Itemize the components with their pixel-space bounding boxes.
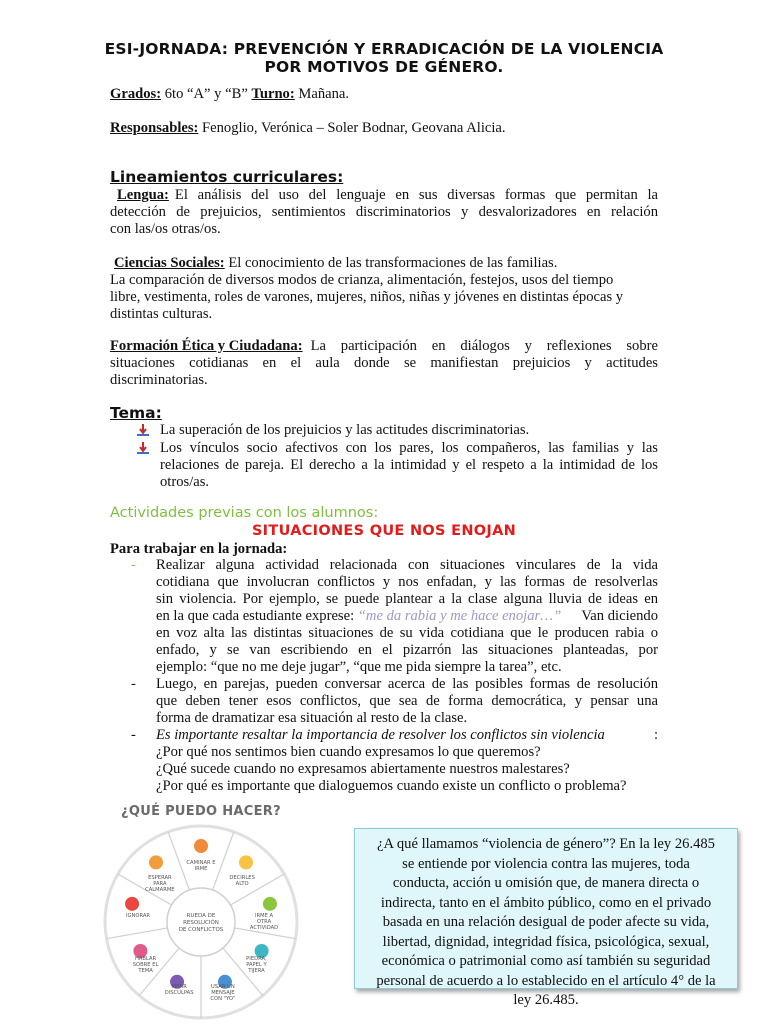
sociales-line-2: La comparación de diversos modos de crianza, alimentación, festejos, usos del tiempo (110, 272, 614, 288)
grados-label: Grados: (110, 86, 162, 102)
p2-line-3: forma de dramatizar esa situación al resto de la clase. (156, 710, 468, 726)
etica-block (110, 338, 658, 389)
p2-line-1: Luego, en parejas, pueden conversar acerca de las posibles formas de resolución (156, 676, 658, 692)
question-2: ¿Qué sucede cuando no expresamos abiertamente nuestros malestares? (156, 761, 570, 777)
wheel-segment-label: ESPERAR PARA CALMARME (145, 874, 175, 893)
infobox-line-2: se entiende por violencia contra las mujeres, toda (402, 855, 690, 872)
dash-bullet: - (131, 727, 136, 743)
title-line-1: ESI-JORNADA: PREVENCIÓN Y ERRADICACIÓN DE LA VIOLENCIA (104, 40, 664, 58)
p3-line-1: Es importante resaltar la importancia de resolver los conflictos sin violencia (156, 727, 605, 743)
dash-bullet: - (131, 676, 136, 692)
wheel-segment-label: USAR UN MENSAJE CON "YO" (210, 984, 236, 1003)
title-line-2: POR MOTIVOS DE GÉNERO. (264, 58, 504, 76)
document-title (100, 40, 668, 76)
grados-row (110, 86, 349, 103)
wheel-segment-illustration (263, 897, 277, 911)
p1-line-1: Realizar alguna actividad relacionada con situaciones vinculares de la vida (156, 557, 658, 573)
wheel-segment-label: PIEDRA, PAPEL Y TIJERA (246, 956, 267, 974)
turno-label: Turno: (251, 86, 295, 102)
wheel-segment-illustration (194, 839, 208, 853)
wheel-segment-label: CAMINAR E IRME (186, 860, 216, 872)
lengua-line-1: El análisis del uso del lenguaje en sus diversas formas que permitan la (174, 187, 658, 203)
lengua-label: Lengua: (117, 187, 169, 203)
p1-line-6: enfado, y se van escribiendo en el pizarrón las situaciones planteadas, por (156, 642, 658, 658)
lineamientos-heading: Lineamientos curriculares: (110, 168, 344, 186)
tema-item-2-line-2: relaciones de pareja. El derecho a la intimidad y el respeto a la intimidad de los (160, 457, 658, 473)
lengua-block (110, 187, 658, 238)
etica-line-3: discriminatorias. (110, 372, 208, 388)
tema-item-2-line-1: Los vínculos socio afectivos con los pares, los compañeros, las familias y las (160, 440, 658, 456)
p2-line-2: que deben tener esos conflictos, que sea de forma democrática, y pensar una (156, 693, 658, 709)
infobox-line-5: basada en una relación desigual de poder afecte su vida, (382, 914, 710, 930)
responsables-label: Responsables: (110, 120, 199, 136)
wheel-segment-label: IRME A OTRA ACTIVIDAD (249, 912, 279, 931)
infobox-line-8: personal de acuerdo a lo establecido en el artículo 4° de la (376, 972, 716, 989)
p1-line-4b: Van diciendo (581, 608, 658, 624)
infobox-line-9: ley 26.485. (513, 992, 579, 1008)
infobox-line-6: libertad, dignidad, integridad física, psicológica, sexual, (382, 933, 710, 950)
responsables-row (110, 120, 506, 137)
turno-value: Mañana. (294, 86, 350, 102)
etica-label: Formación Ética y Ciudadana: (110, 338, 303, 354)
sociales-line-1: El conocimiento de las transformaciones de las familias. (224, 255, 558, 271)
p1-line-5: en voz alta las distintas situaciones de su vida cotidiana que le producen rabia o (156, 625, 658, 641)
sociales-line-3: libre, vestimenta, roles de varones, mujeres, niños, niñas y jóvenes en distintas épocas y (110, 289, 624, 305)
actividades-subtitle: SITUACIONES QUE NOS ENOJAN (251, 523, 517, 539)
sociales-block (110, 255, 658, 323)
wheel-segment-illustration (239, 855, 253, 869)
question-1: ¿Por qué nos sentimos bien cuando expresamos lo que queremos? (156, 744, 541, 760)
dash-bullet: - (131, 557, 136, 573)
etica-line-2: situaciones cotidianas en el aula donde se manifiestan prejuicios y actitudes (110, 355, 658, 371)
paragraph-3 (156, 727, 658, 795)
grados-value: 6to “A” y “B” (161, 86, 252, 102)
actividades-intro: Actividades previas con los alumnos: (110, 505, 379, 521)
responsables-value: Fenoglio, Verónica – Soler Bodnar, Geovana Alicia. (198, 120, 506, 136)
conflict-resolution-wheel (96, 800, 306, 1022)
question-3: ¿Por qué es importante que dialoguemos cuando existe un conflicto o problema? (156, 778, 627, 794)
wheel-segment-label: PEDIR DISCULPAS (164, 984, 194, 997)
violencia-definition-box (354, 828, 738, 1008)
sociales-label: Ciencias Sociales: (114, 255, 225, 271)
arrow-bullet-icon (136, 423, 150, 437)
infobox-line-7: económica o patrimonial como así también su seguridad (381, 953, 711, 969)
wheel-segment-label: DECIRLES ALTO (229, 874, 255, 887)
wheel-graphic (96, 822, 306, 1022)
p1-line-2: cotidiana que involucran conflictos y nos enfadan, y las formas de resolverlas (156, 574, 658, 590)
infobox-line-3: conducta, acción u omisión que, de manera directa o (392, 875, 700, 891)
tema-item-2 (160, 440, 658, 491)
quote-text: “me da rabia y me hace enojar…” (357, 608, 562, 624)
paragraph-1 (156, 557, 658, 676)
wheel-segment-label: HABLAR SOBRE EL TEMA (132, 956, 159, 974)
p3-colon: : (653, 727, 658, 743)
etica-line-1: La participación en diálogos y reflexiones sobre (310, 338, 658, 354)
tema-item-1: La superación de los prejuicios y las actitudes discriminatorias. (160, 422, 530, 438)
lengua-line-2: detección de prejuicios, sentimientos discriminatorios y desvalorizadores en relación (110, 204, 658, 220)
wheel-segment-illustration (149, 855, 163, 869)
infobox-line-4: indirecta, tanto en el ámbito público, como en el privado (380, 894, 712, 911)
infobox-line-1: ¿A qué llamamos “violencia de género”? En la ley 26.485 (377, 836, 715, 852)
para-trabajar: Para trabajar en la jornada: (110, 541, 288, 557)
p1-line-7: ejemplo: “que no me deje jugar”, “que me pida siempre la tarea”, etc. (156, 659, 562, 675)
paragraph-2 (156, 676, 658, 727)
p1-line-4a: en la que cada estudiante exprese: (156, 608, 358, 624)
tema-item-2-line-3: otros/as. (160, 474, 210, 490)
sociales-line-4: distintas culturas. (110, 306, 213, 322)
wheel-title: ¿QUÉ PUEDO HACER? (121, 804, 281, 819)
wheel-segment-label: IGNORAR (125, 912, 151, 919)
wheel-segment-illustration (125, 897, 139, 911)
wheel-center-label: RUEDA DE RESOLUCIÓN DE CONFLICTOS (178, 913, 224, 933)
p1-line-3: sin violencia. Por ejemplo, se puede plantear a la clase alguna lluvia de ideas en (156, 591, 658, 607)
lengua-line-3: con las/os otras/os. (110, 221, 221, 237)
tema-heading: Tema: (110, 404, 162, 422)
arrow-bullet-icon (136, 441, 150, 455)
